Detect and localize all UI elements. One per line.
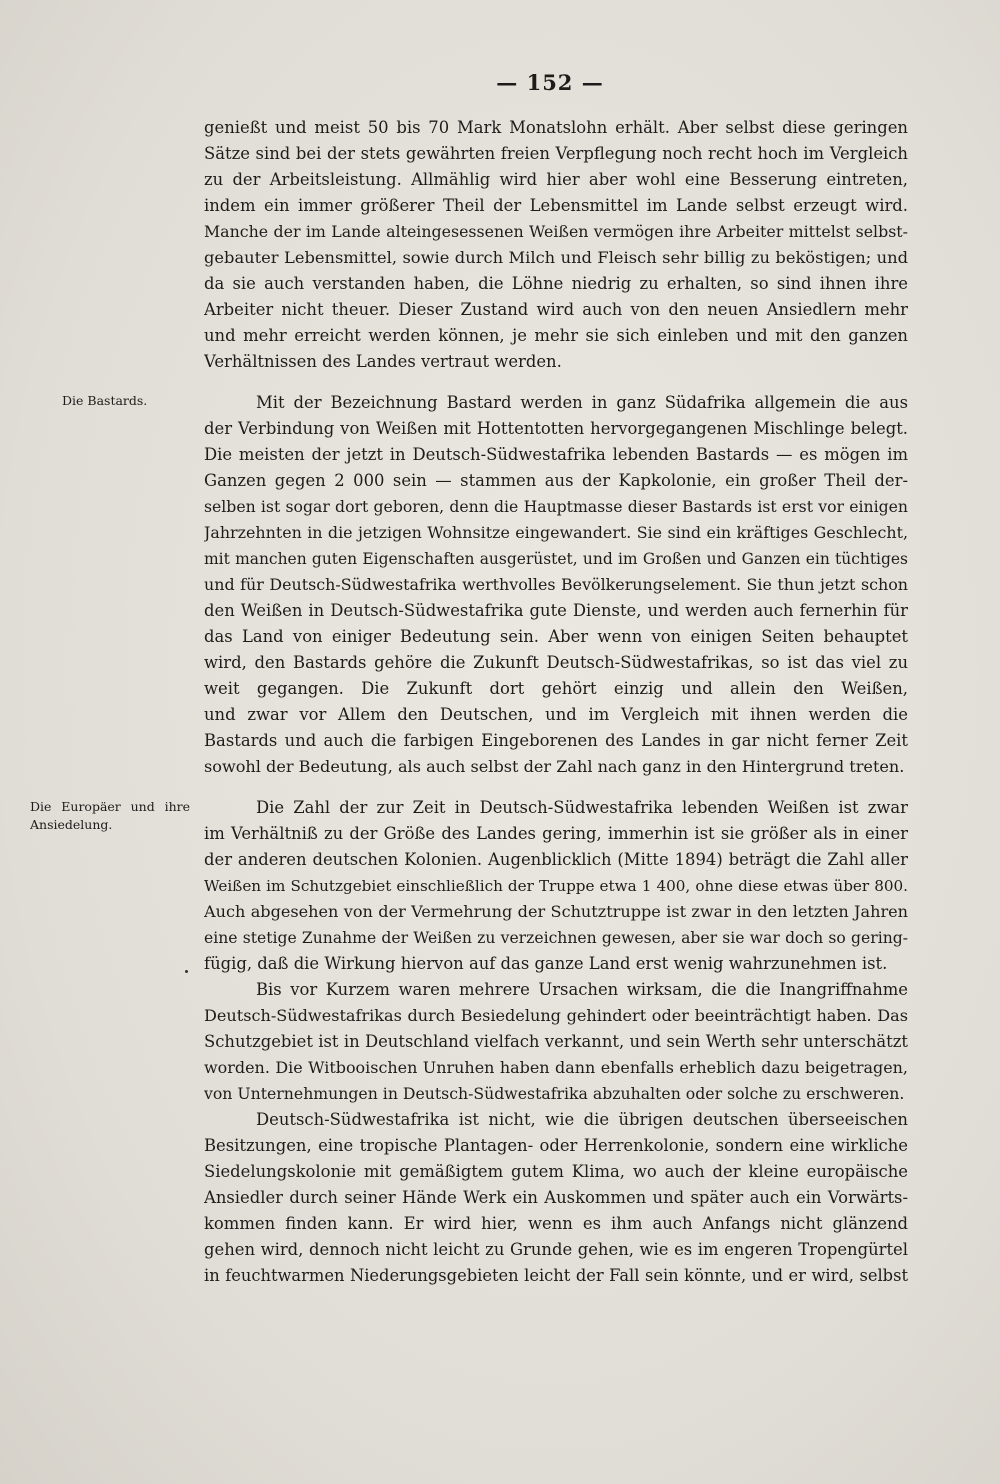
text-line: gehen wird, dennoch nicht leicht zu Grunde gehen, wie es im engeren Tropengürtel bbox=[204, 1240, 908, 1259]
text-line: im Verhältniß zu der Größe des Landes gering, immerhin ist sie größer als in einer bbox=[204, 824, 908, 843]
page-number: — 152 — bbox=[496, 70, 604, 95]
text-line: Ganzen gegen 2 000 sein — stammen aus der Kapkolonie, ein großer Theil der- bbox=[204, 471, 908, 490]
text-line: Weißen im Schutzgebiet einschließlich der Truppe etwa 1 400, ohne diese etwas über 800. bbox=[204, 877, 908, 895]
text-line: weit gegangen. Die Zukunft dort gehört einzig und allein den Weißen, bbox=[204, 679, 908, 698]
margin-note-europaeer-line1: Die Europäer und ihre bbox=[30, 799, 190, 814]
text-line: Mit der Bezeichnung Bastard werden in ganz Südafrika allgemein die aus bbox=[256, 393, 908, 412]
text-line: Die Zahl der zur Zeit in Deutsch-Südwestafrika lebenden Weißen ist zwar bbox=[256, 798, 908, 817]
text-line: Manche der im Lande alteingesessenen Weißen vermögen ihre Arbeiter mittelst selbst- bbox=[204, 222, 908, 241]
text-line: mit manchen guten Eigenschaften ausgerüstet, und im Großen und Ganzen ein tüchtiges bbox=[204, 550, 908, 568]
text-line: Arbeiter nicht theuer. Dieser Zustand wird auch von den neuen Ansiedlern mehr bbox=[204, 300, 908, 319]
text-line: Deutsch-Südwestafrika ist nicht, wie die übrigen deutschen überseeischen bbox=[256, 1110, 908, 1129]
text-line: und für Deutsch-Südwestafrika werthvolles Bevölkerungselement. Sie thun jetzt schon bbox=[204, 575, 908, 594]
text-line: Deutsch-Südwestafrikas durch Besiedelung gehindert oder beeinträchtigt haben. Das bbox=[204, 1006, 908, 1025]
text-line: Bis vor Kurzem waren mehrere Ursachen wirksam, die die Inangriffnahme bbox=[256, 980, 908, 999]
text-line: worden. Die Witbooischen Unruhen haben dann ebenfalls erheblich dazu beigetragen, bbox=[204, 1058, 908, 1077]
text-line: der anderen deutschen Kolonien. Augenblicklich (Mitte 1894) beträgt die Zahl aller bbox=[204, 850, 908, 869]
text-line: Sätze sind bei der stets gewährten freien Verpflegung noch recht hoch im Vergleich bbox=[204, 144, 908, 163]
text-line: und mehr erreicht werden können, je mehr sie sich einleben und mit den ganzen bbox=[204, 326, 908, 345]
text-line: eine stetige Zunahme der Weißen zu verzeichnen gewesen, aber sie war doch so gering- bbox=[204, 929, 908, 947]
text-line: Verhältnissen des Landes vertraut werden. bbox=[204, 352, 562, 371]
text-line: wird, den Bastards gehöre die Zukunft Deutsch-Südwestafrikas, so ist das viel zu bbox=[204, 653, 908, 672]
text-line: sowohl der Bedeutung, als auch selbst der Zahl nach ganz in den Hintergrund treten. bbox=[204, 757, 905, 776]
text-line: fügig, daß die Wirkung hiervon auf das ganze Land erst wenig wahrzunehmen ist. bbox=[204, 954, 888, 973]
margin-note-bastards: Die Bastards. bbox=[62, 393, 148, 408]
text-line: Bastards und auch die farbigen Eingeborenen des Landes in gar nicht ferner Zeit bbox=[204, 731, 908, 750]
text-line: gebauter Lebensmittel, sowie durch Milch und Fleisch sehr billig zu beköstigen; und bbox=[204, 248, 908, 267]
text-line: das Land von einiger Bedeutung sein. Aber wenn von einigen Seiten behauptet bbox=[204, 627, 908, 646]
text-line: indem ein immer größerer Theil der Lebensmittel im Lande selbst erzeugt wird. bbox=[204, 196, 908, 215]
text-line: Die meisten der jetzt in Deutsch-Südwestafrika lebenden Bastards — es mögen im bbox=[204, 445, 908, 464]
text-line: genießt und meist 50 bis 70 Mark Monatslohn erhält. Aber selbst diese geringen bbox=[204, 118, 908, 137]
text-line: den Weißen in Deutsch-Südwestafrika gute Dienste, und werden auch fernerhin für bbox=[204, 601, 908, 620]
ink-dot bbox=[185, 970, 188, 973]
text-line: von Unternehmungen in Deutsch-Südwestafrika abzuhalten oder solche zu erschweren. bbox=[204, 1084, 905, 1103]
text-line: und zwar vor Allem den Deutschen, und im Vergleich mit ihnen werden die bbox=[204, 705, 908, 724]
text-line: Schutzgebiet ist in Deutschland vielfach verkannt, und sein Werth sehr unterschätzt bbox=[204, 1032, 908, 1051]
text-line: Auch abgesehen von der Vermehrung der Schutztruppe ist zwar in den letzten Jahren bbox=[204, 902, 908, 921]
text-line: Jahrzehnten in die jetzigen Wohnsitze eingewandert. Sie sind ein kräftiges Geschlecht, bbox=[204, 523, 908, 542]
text-line: der Verbindung von Weißen mit Hottentotten hervorgegangenen Mischlinge belegt. bbox=[204, 419, 908, 438]
text-line: kommen finden kann. Er wird hier, wenn es ihm auch Anfangs nicht glänzend bbox=[204, 1214, 908, 1233]
text-line: zu der Arbeitsleistung. Allmählig wird hier aber wohl eine Besserung eintreten, bbox=[204, 170, 908, 189]
text-line: Siedelungskolonie mit gemäßigtem gutem Klima, wo auch der kleine europäische bbox=[204, 1162, 908, 1181]
text-line: in feuchtwarmen Niederungsgebieten leicht der Fall sein könnte, und er wird, selbst bbox=[204, 1266, 908, 1285]
text-line: selben ist sogar dort geboren, denn die Hauptmasse dieser Bastards ist erst vor einigen bbox=[204, 497, 908, 516]
margin-note-europaeer-line2: Ansiedelung. bbox=[30, 817, 113, 832]
text-line: Besitzungen, eine tropische Plantagen- oder Herrenkolonie, sondern eine wirkliche bbox=[204, 1136, 908, 1155]
text-line: da sie auch verstanden haben, die Löhne niedrig zu erhalten, so sind ihnen ihre bbox=[204, 274, 908, 293]
text-line: Ansiedler durch seiner Hände Werk ein Auskommen und später auch ein Vorwärts- bbox=[204, 1188, 908, 1207]
